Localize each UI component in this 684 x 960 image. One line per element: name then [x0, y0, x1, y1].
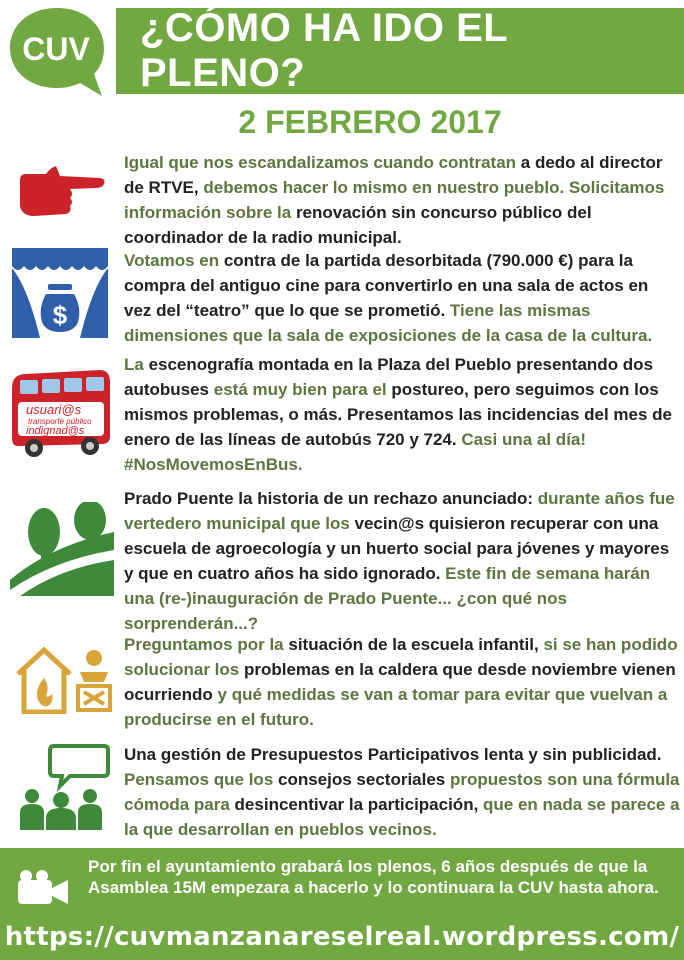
- text-part: Preguntamos por la: [124, 635, 289, 654]
- text-part: Prado Puente la historia de un rechazo anunciado:: [124, 489, 538, 508]
- cuv-logo: [4, 4, 110, 100]
- text-part: debemos hacer lo mismo en nuestro pueblo. Solicitamos información sobre la: [124, 178, 665, 222]
- logo-text: CUV: [22, 31, 90, 67]
- text-part: problemas en la caldera que desde noviembre vienen ocurriendo: [124, 660, 676, 704]
- bus-sign-line: usuari@s: [26, 402, 82, 417]
- text-part: y qué medidas se van a tomar para evitar que vuelvan a producirse en el futuro.: [124, 685, 668, 729]
- section-text: [124, 632, 680, 732]
- section-radio: [124, 150, 680, 250]
- section-bus: [124, 352, 680, 477]
- footer-text: Por fin el ayuntamiento grabará los plenos, 6 años después de que la Asamblea 15M empezara a hacerlo y lo continuara la CUV hasta ahora.: [88, 857, 659, 897]
- section-text: [124, 742, 680, 842]
- text-part: postureo, pero seguimos con los mismos problemas, o más. Presentamos las incidencias del mes de enero de las líneas de autobús 720 y 724.: [124, 380, 673, 449]
- pointing-hand-icon: [16, 152, 106, 222]
- bus-sign-line: indignad@s: [26, 425, 85, 437]
- bus-icon: [8, 368, 112, 460]
- text-part: vecin@s quisieron recuperar con una escuela de agroecología y un huerto social para jóvenes y mayores y que en cuatro años ha sido ignorado.: [124, 514, 670, 583]
- section-prado-puente: [124, 486, 680, 636]
- park-trees-icon: [10, 502, 114, 596]
- text-part: propuestos son una fórmula cómoda para: [124, 770, 680, 814]
- footer-bar: [0, 848, 684, 960]
- text-part: Este fin de semana harán una (re-)inauguración de Prado Puente... ¿con qué nos sorprenderán...?: [124, 564, 651, 633]
- text-part: Casi una al día! #NosMovemosEnBus.: [124, 430, 587, 474]
- text-part: consejos sectoriales: [278, 770, 450, 789]
- meeting-date: 2 FEBRERO 2017: [238, 104, 502, 140]
- section-school: [124, 632, 680, 732]
- text-part: Tiene las mismas dimensiones que la sala de exposiciones de la casa de la cultura.: [124, 301, 653, 345]
- text-part: situación de la escuela infantil,: [288, 635, 544, 654]
- text-part: Pensamos que los: [124, 770, 278, 789]
- section-text: [124, 486, 680, 636]
- text-part: Una gestión de Presupuestos Participativos lenta y sin publicidad.: [124, 745, 662, 764]
- text-part: contra de la partida desorbitada (790.000 €) para la compra del antiguo cine para convertirlo en una sala de actos en vez del “teatro” que lo que se prometió.: [124, 251, 649, 320]
- page-title: ¿CÓMO HA IDO EL PLENO?: [140, 6, 508, 95]
- section-budget: [124, 742, 680, 842]
- svg-text:$: $: [52, 300, 68, 330]
- text-part: Votamos en: [124, 251, 224, 270]
- people-chat-icon: [18, 744, 110, 830]
- theater-money-icon: [12, 248, 108, 338]
- section-cinema: [124, 248, 680, 348]
- text-part: si se han podido solucionar los: [124, 635, 678, 679]
- section-text: [124, 352, 680, 477]
- website-link[interactable]: https://cuvmanzanareselreal.wordpress.com/: [4, 922, 680, 952]
- video-camera-icon: [14, 868, 70, 908]
- text-part: renovación sin concurso público del coordinador de la radio municipal.: [124, 203, 592, 247]
- text-part: escenografía montada en la Plaza del Pueblo presentando dos autobuses: [124, 355, 654, 399]
- section-text: [124, 248, 680, 348]
- bus-sign-line: transporte público: [28, 417, 92, 426]
- text-part: desincentivar la participación,: [234, 795, 484, 814]
- school-boiler-icon: [14, 646, 114, 714]
- text-part: durante años fue vertedero municipal que los: [124, 489, 675, 533]
- text-part: Igual que nos escandalizamos cuando contratan: [124, 153, 521, 172]
- section-text: [124, 150, 680, 250]
- text-part: a dedo al director de RTVE,: [124, 153, 663, 197]
- text-part: está muy bien para el: [213, 380, 392, 399]
- text-part: que en nada se parece a la que desarrollan en pueblos vecinos.: [124, 795, 680, 839]
- text-part: La: [124, 355, 149, 374]
- header-bar: [116, 8, 684, 94]
